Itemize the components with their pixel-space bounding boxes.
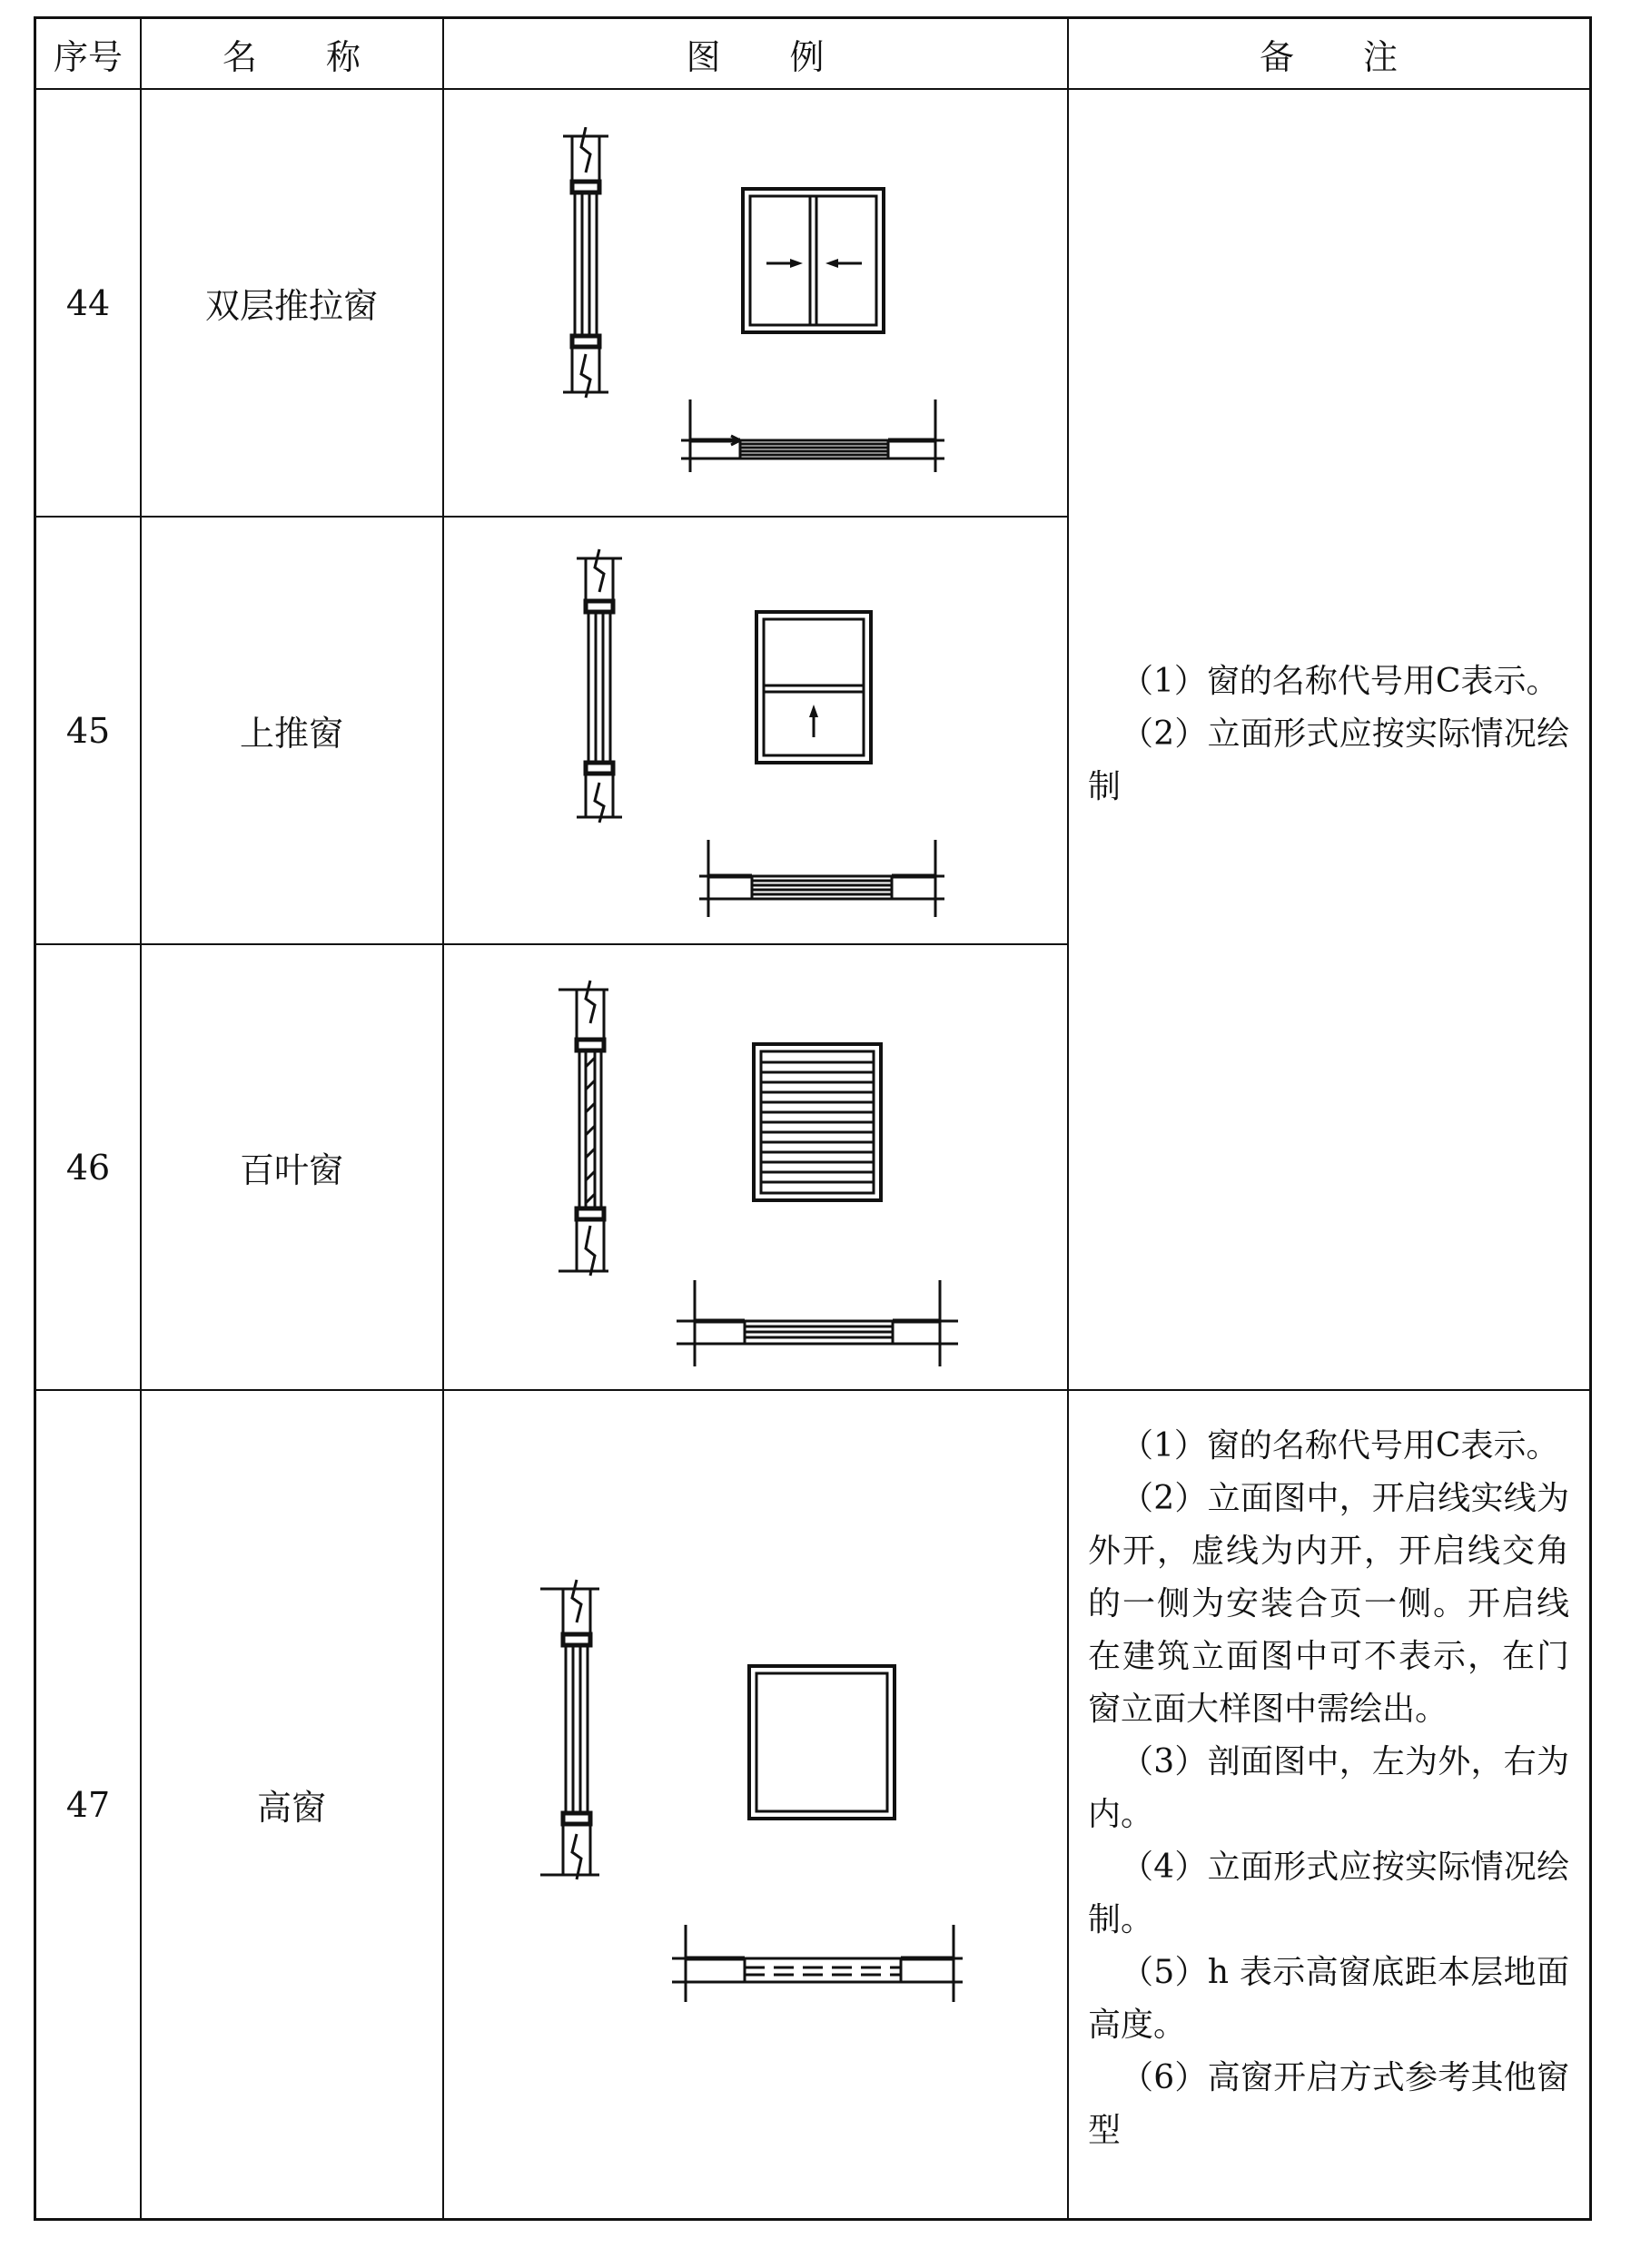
notes-group-1 [1088,656,1569,814]
row-name: 高窗 [256,1788,326,1828]
header-legend: 图 例 [686,36,825,77]
double-sliding-window-icon [545,127,963,490]
col-divider [442,19,444,2218]
note-item: （5）h 表示高窗底距本层地面高度。 [1088,1954,1569,2044]
row-index: 45 [65,710,111,751]
note-item: （4）立面形式应按实际情况绘制。 [1088,1849,1569,1938]
row-index: 47 [65,1784,111,1825]
note-item: （1）窗的名称代号用C表示。 [1121,1427,1559,1464]
row-name: 百叶窗 [239,1150,343,1190]
notes-group-2 [1088,1420,1569,2157]
vertical-sliding-window-icon [563,545,963,926]
row-name: 上推窗 [239,714,343,754]
note-item: （3）剖面图中，左为外，右为内。 [1088,1743,1569,1833]
louver-window-icon [549,976,967,1376]
col-divider [1067,19,1069,2218]
row-name: 双层推拉窗 [204,286,378,326]
note-item: （6）高窗开启方式参考其他窗型 [1088,2059,1569,2149]
header-notes: 备 注 [1259,36,1398,77]
note-item: （1）窗的名称代号用C表示。 [1121,663,1559,700]
note-item: （2）立面形式应按实际情况绘制 [1088,715,1569,805]
note-item: （2）立面图中，开启线实线为外开，虚线为内开，开启线交角的一侧为安装合页一侧。开启线在建筑立面图中可不表示，在门窗立面大样图中需绘出。 [1088,1480,1569,1728]
header-name: 名 称 [222,36,361,77]
louver-slats [761,1062,874,1182]
row-index: 44 [65,282,111,323]
header-index: 序号 [53,36,123,77]
row-index: 46 [65,1147,111,1188]
high-window-icon [527,1575,963,2011]
